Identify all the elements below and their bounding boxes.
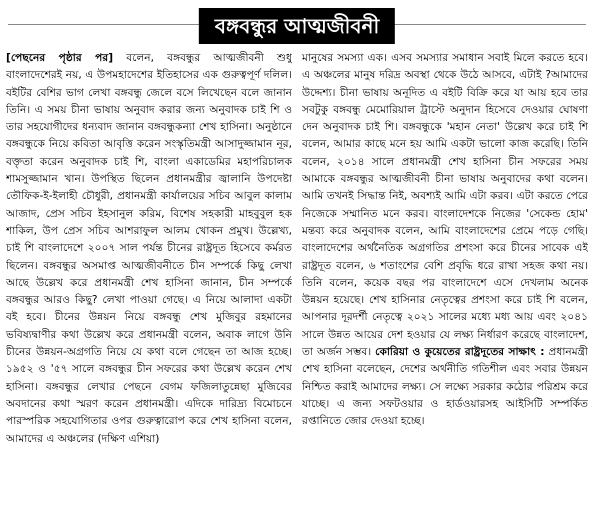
left-paragraph [6,50,292,448]
headline: বঙ্গবন্ধুর আত্মজীবনী [199,8,395,44]
left-column [6,50,292,516]
left-body-text: বলেন, বঙ্গবন্ধুর আত্মজীবনী শুধু বাংলাদেশেরই নয়, এ উপমহাদেশের ইতিহাসের এক গুরুত্বপূর্ণ দলিল। বইটির বেশির ভাগ লেখা বঙ্গবন্ধু জেলে বসে লিখেছেন বলে জানান তিনি। এ সময় চীনা ভাষায় অনুবাদ করার জন্য অনুবাদক চাই শি ও তার সহযোগীদের ধন্যবাদ জানান বঙ্গবন্ধুকন্যা শেখ হাসিনা। অনুষ্ঠানে বঙ্গবন্ধুকে নিয়ে কবিতা আবৃত্তি করেন সংস্কৃতিমন্ত্রী আসাদুজ্জামান নূর, বক্তৃতা করেন অনুবাদক চাই শি, বাংলা একাডেমির মহাপরিচালক শামসুজ্জামান খান। উপস্থিত ছিলেন প্রধানমন্ত্রীর জ্বালানি উপদেষ্টা তৌফিক-ই-ইলাহী চৌধুরী, প্রধানমন্ত্রী কার্যালয়ের সচিব আবুল কালাম আজাদ, প্রেস সচিব ইহসানুল করিম, বিশেষ সহকারী মাহবুবুল হক শাকিল, উপ প্রেস সচিব আশরাফুল আলম খোকন প্রমুখ। উল্লেখ্য, চাই শি বাংলাদেশে ২০০৭ সাল পর্যন্ত চীনের রাষ্ট্রদূত হিসেবে কর্মরত ছিলেন। বঙ্গবন্ধুর অসমাপ্ত আত্মজীবনীতে চীন সম্পর্কে কিছু লেখা আছে উল্লেখ করে প্রধানমন্ত্রী শেখ হাসিনা জানান, চীন সম্পর্কে বঙ্গবন্ধুর আরও কিছু? লেখা পাওয়া গেছে। এ নিয়ে আলাদা একটা বই হবে। চীনের উন্নয়ন নিয়ে বঙ্গবন্ধু শেখ মুজিবুর রহমানের ভবিষ্যদ্বাণীর কথা উল্লেখ করে প্রধানমন্ত্রী বলেন, অবাক লাগে উনি চীনের উন্নয়ন-অগ্রগতি নিয়ে যে কথা বলে গেছেন তা আজ হচ্ছে। ১৯৫২ ও '৫৭ সালে বঙ্গবন্ধুর চীন সফরের কথা উল্লেখ করেন শেখ হাসিনা। বঙ্গবন্ধুর লেখার পেছনে বেগম ফজিলাতুন্নেছা মুজিবের অবদানের কথা স্মরণ করেন প্রধানমন্ত্রী। এদিকে দারিদ্র্য বিমোচনে পারস্পরিক সহযোগিতার ওপর গুরুত্বারোপ করে শেখ হাসিনা বলেন, আমাদের এ অঞ্চলের (দক্ষিণ এশিয়া) [6,52,292,445]
right-body-text: মানুষের সমস্যা এক। এসব সমস্যার সমাধান সবাই মিলে করতে হবে। এ অঞ্চলের মানুষ দরিদ্র অবস্থা থেকে উঠে আসবে, এটাই ?আমাদের উদ্দেশ্য। চীনা ভাষায় অনূদিত এ বইটি বিক্রি করে যা আয় হবে তার সবটুকু বঙ্গবন্ধু মেমোরিয়াল ট্রাস্টে অনুদান হিসেবে দেওয়ার ঘোষণা দেন অনুবাদক চাই শি। বঙ্গবন্ধুকে 'মহান নেতা' উল্লেখ করে চাই শি বলেন, আমার কাছে মনে হয় আমি একটা ভালো কাজ করেছি। তিনি বলেন, ২০১৪ সালে প্রধানমন্ত্রী শেখ হাসিনা চীন সফরের সময় আমাকে বঙ্গবন্ধুর আত্মজীবনী চীনা ভাষায় অনুবাদের কথা বলেন। আমি তখনই সিদ্ধান্ত নিই, অবশ্যই আমি এটা করব। এটা করতে পেরে নিজেকে সম্মানিত মনে করব। বাংলাদেশকে নিজের 'সেকেন্ড হোম' মন্তব্য করে অনুবাদক বলেন, আমি বাংলাদেশের প্রেমে পড়ে গেছি। বাংলাদেশের অর্থনৈতিক অগ্রগতির প্রশংসা করে চীনের সাবেক এই রাষ্ট্রদূত বলেন, ৬ শতাংশের বেশি প্রবৃদ্ধি ধরে রাখা সহজ কথা নয়। তিনি বলেন, কয়েক বছর পর বাংলাদেশে এসে দেখলাম অনেক উন্নয়ন হয়েছে। শেখ হাসিনার নেতৃত্বের প্রশংসা করে চাই শি বলেন, আপনার দূরদর্শী নেতৃত্বে ২০২১ সালের মধ্যে মধ্য আয় এবং ২০৪১ সালে উন্নত আয়ের দেশ হওয়ার যে লক্ষ্য নির্ধারণ করেছে বাংলাদেশ, তা অর্জন সম্ভব। [302,52,588,359]
right-column [302,50,588,516]
subheading: কোরিয়া ও কুয়েতের রাষ্ট্রদূতের সাক্ষাৎ : [375,346,545,359]
right-tail-text: প্রধানমন্ত্রী শেখ হাসিনা বলেছেন, দেশের অর্থনীতি গতিশীল এবং সবার উন্নয়ন নিশ্চিত করাই আমাদের লক্ষ্য। সে লক্ষ্যে সরকার কঠোর পরিশ্রম করে যাচ্ছে। এ জন্য সফটওয়ার ও হার্ডওয়ারসহ আইসিটি সম্পর্কিত রপ্তানিতে জোর দেওয়া হচ্ছে। [302,346,588,428]
article-columns [4,50,590,516]
right-paragraph [302,50,588,431]
continuation-tag: [পেছনের পৃষ্ঠার পর] [6,52,114,64]
headline-area [4,0,590,50]
